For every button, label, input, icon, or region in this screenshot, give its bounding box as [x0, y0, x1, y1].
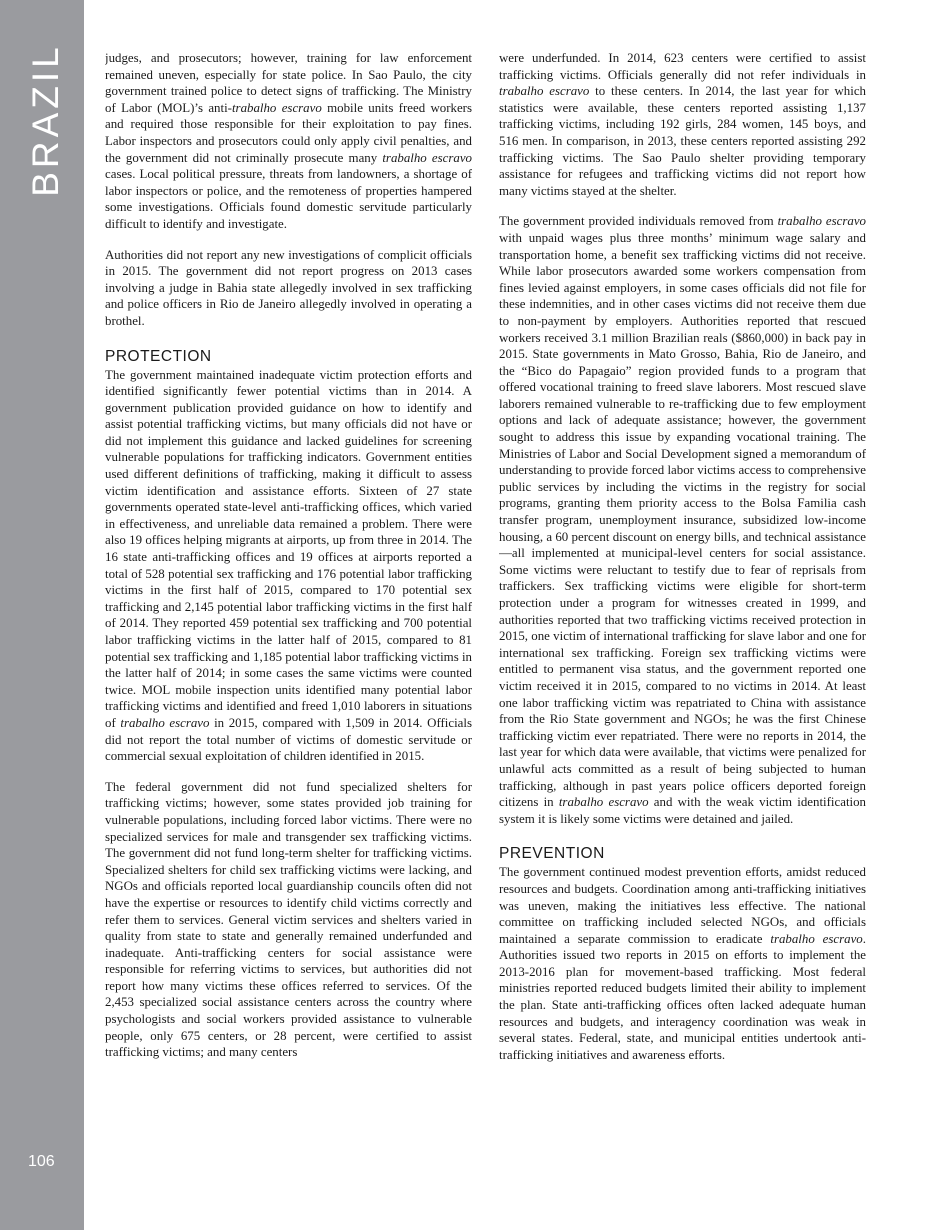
body-paragraph [105, 367, 472, 765]
text-segment: were underfunded. In 2014, 623 centers were certified to assist trafficking victims. Officials generally did not refer individuals in [499, 51, 866, 82]
italic-term: trabalho escravo [499, 84, 590, 99]
country-label-container [22, 40, 70, 200]
text-segment: and with the weak victim identification system it is likely some victims were detained and jailed. [499, 795, 866, 826]
text-segment: to these centers. In 2014, the last year for which statistics were available, these centers reported assisting 1,137 trafficking victims, including 192 girls, 284 women, 145 boys, and 516 men. In comparison, in 2013, these centers reported assisting 292 trafficking victims. The Sao Paulo shelter providing temporary assistance for refugees and trafficking victims did not report how many victims stayed at the shelter. [499, 84, 866, 198]
text-segment: The federal government did not fund specialized shelters for trafficking victims; however, some states provided job training for vulnerable populations, including forced labor victims. There were no specialized services for male and transgender sex trafficking victims. The government did not fund long-term shelter for trafficking victims. Specialized shelters for child sex trafficking victims were lacking, and NGOs and officials reported local guardianship councils often did not have the expertise or resources to identify child victims correctly and refer them to services. General victim services and shelters varied in quality from state to state and generally remained underfunded and inadequate. Anti-trafficking centers for social assistance were responsible for referring victims to services, but authorities did not report how many victims these offices referred to services. Of the 2,453 specialized social assistance centers across the country where psychologists and social workers provided assistance to vulnerable people, only 675 centers, or 28 percent, were certified to assist trafficking victims; and many centers [105, 779, 472, 1060]
body-paragraph [499, 213, 866, 827]
body-paragraph [105, 779, 472, 1061]
italic-term: trabalho escravo [231, 100, 322, 115]
text-segment: cases. Local political pressure, threats from landowners, a shortage of labor inspectors or police, and the remoteness of properties hampered some investigations. Officials found domestic servitude particularly difficult to identify and investigate. [105, 167, 472, 231]
text-segment: The government provided individuals removed from [499, 214, 778, 229]
sidebar [0, 0, 84, 1230]
italic-term: trabalho escravo [770, 931, 863, 946]
text-segment: Authorities did not report any new investigations of complicit officials in 2015. The government did not report progress on 2013 cases involving a judge in Bahia state allegedly involved in sex trafficking and police officers in Rio de Janeiro allegedly involved in operating a brothel. [105, 247, 472, 328]
body-paragraph [105, 50, 472, 233]
text-segment: The government continued modest prevention efforts, amidst reduced resources and budgets. Coordination among anti-trafficking initiatives was uneven, making the initiatives less effective. The national committee on trafficking included selected NGOs, and officials maintained a separate commission to eradicate [499, 865, 866, 946]
italic-term: trabalho escravo [777, 214, 866, 229]
page-number: 106 [28, 1153, 55, 1170]
section-heading: PROTECTION [105, 347, 212, 365]
text-segment: The government maintained inadequate victim protection efforts and identified significantly fewer potential victims than in 2014. A government publication provided guidance on how to identify and assist potential trafficking victims, but many officials did not have or did not implement this guidance and lacked guidelines for screening vulnerable populations for trafficking indicators. Government entities used different definitions of trafficking, making it difficult to assess victim identification and assistance efforts. Sixteen of 27 state governments operated state-level anti-trafficking offices, which varied in effectiveness, and unreliable data remained a problem. There were also 19 offices helping migrants at airports, up from three in 2014. The 16 state anti-trafficking offices and 19 offices at airports reported a total of 528 potential sex trafficking and 176 potential labor trafficking victims in the first half of 2015, compared to 170 potential sex trafficking and 2,145 potential labor trafficking victims in the first half of 2014. They reported 459 potential sex trafficking and 700 potential labor trafficking victims in the latter half of 2015, compared to 81 potential sex trafficking and 1,185 potential labor trafficking victims in the latter half of 2014; in some cases the same victims were counted twice. MOL mobile inspection units identified many potential labor trafficking victims and identified and freed 1,010 laborers in situations of [105, 367, 472, 730]
text-segment: in 2015, compared with 1,509 in 2014. Officials did not report the total number of victims of domestic servitude or commercial sexual exploitation of children identified in 2015. [105, 715, 472, 764]
country-label: BRAZIL [25, 43, 67, 197]
text-segment: . Authorities issued two reports in 2015 on efforts to implement the 2013-2016 plan for movement-based trafficking. Most federal ministries reported reduced budgets limited their ability to implement the plan. State anti-trafficking offices often lacked adequate human resources and budgets, and interagency coordination was weak in several states. Federal, state, and municipal entities undertook anti-trafficking initiatives and awareness efforts. [499, 931, 866, 1062]
right-column [499, 50, 866, 1190]
text-segment: with unpaid wages plus three months’ minimum wage salary and transportation home, a benefit sex trafficking victims did not receive. While labor prosecutors awarded some workers compensation from fines levied against employers, in some cases officials did not file for these indemnities, and in other cases victims did not receive them due to non-payment by employers. Authorities reported that rescued workers received 3.1 million Brazilian reals ($860,000) in back pay in 2015. State governments in Mato Grosso, Bahia, Rio de Janeiro, and the “Bico do Papagaio” region provided funds to a program that offered vocational training to freed slave laborers. Most rescued slave laborers remained vulnerable to re-trafficking due to few employment options and lack of adequate assistance; however, the government sought to address this issue by expanding vocational training. The Ministries of Labor and Social Development signed a memorandum of understanding to provide forced labor victims access to comprehensive public services by including the victims in the registry for social programs, granting them priority access to the Bolsa Familia cash transfer program, unemployment insurance, subsidized low-income housing, a 60 percent discount on energy bills, and technical assistance—all implemented at municipal-level centers for social assistance. Some victims were reluctant to testify due to fear of reprisals from traffickers. Sex trafficking victims were eligible for short-term protection under a program for witnesses created in 1999, and authorities reported that two trafficking victims received protection in 2015, one victim of international trafficking for slave labor and one for international sex trafficking. Foreign sex trafficking victims were entitled to permanent visa status, and the government reported one victim received it in 2015, compared to no victims in 2014. At least one labor trafficking victim was repatriated to China with assistance from the Rio State government and NGOs; he was the first Chinese trafficking victim ever repatriated. There were no reports in 2014, the last year for which data were available, that victims were penalized for unlawful acts committed as a result of being subjected to human trafficking, although in past years police officers deported foreign citizens in [499, 230, 866, 810]
italic-term: trabalho escravo [382, 150, 472, 165]
body-paragraph [499, 50, 866, 199]
body-paragraph [499, 864, 866, 1063]
text-segment: judges, and prosecutors; however, training for law enforcement remained uneven, especially for state police. In Sao Paulo, the city government trained police to detect signs of trafficking. The Ministry of Labor (MOL)’s anti- [105, 51, 472, 115]
text-segment: mobile units freed workers and required those responsible for their exploitation to pay fines. Labor inspectors and prosecutors could only apply civil penalties, and the government did not criminally prosecute many [105, 100, 472, 165]
body-paragraph [105, 247, 472, 330]
section-heading: PREVENTION [499, 845, 605, 863]
left-column [105, 50, 472, 1190]
italic-term: trabalho escravo [120, 715, 210, 730]
italic-term: trabalho escravo [558, 795, 649, 810]
